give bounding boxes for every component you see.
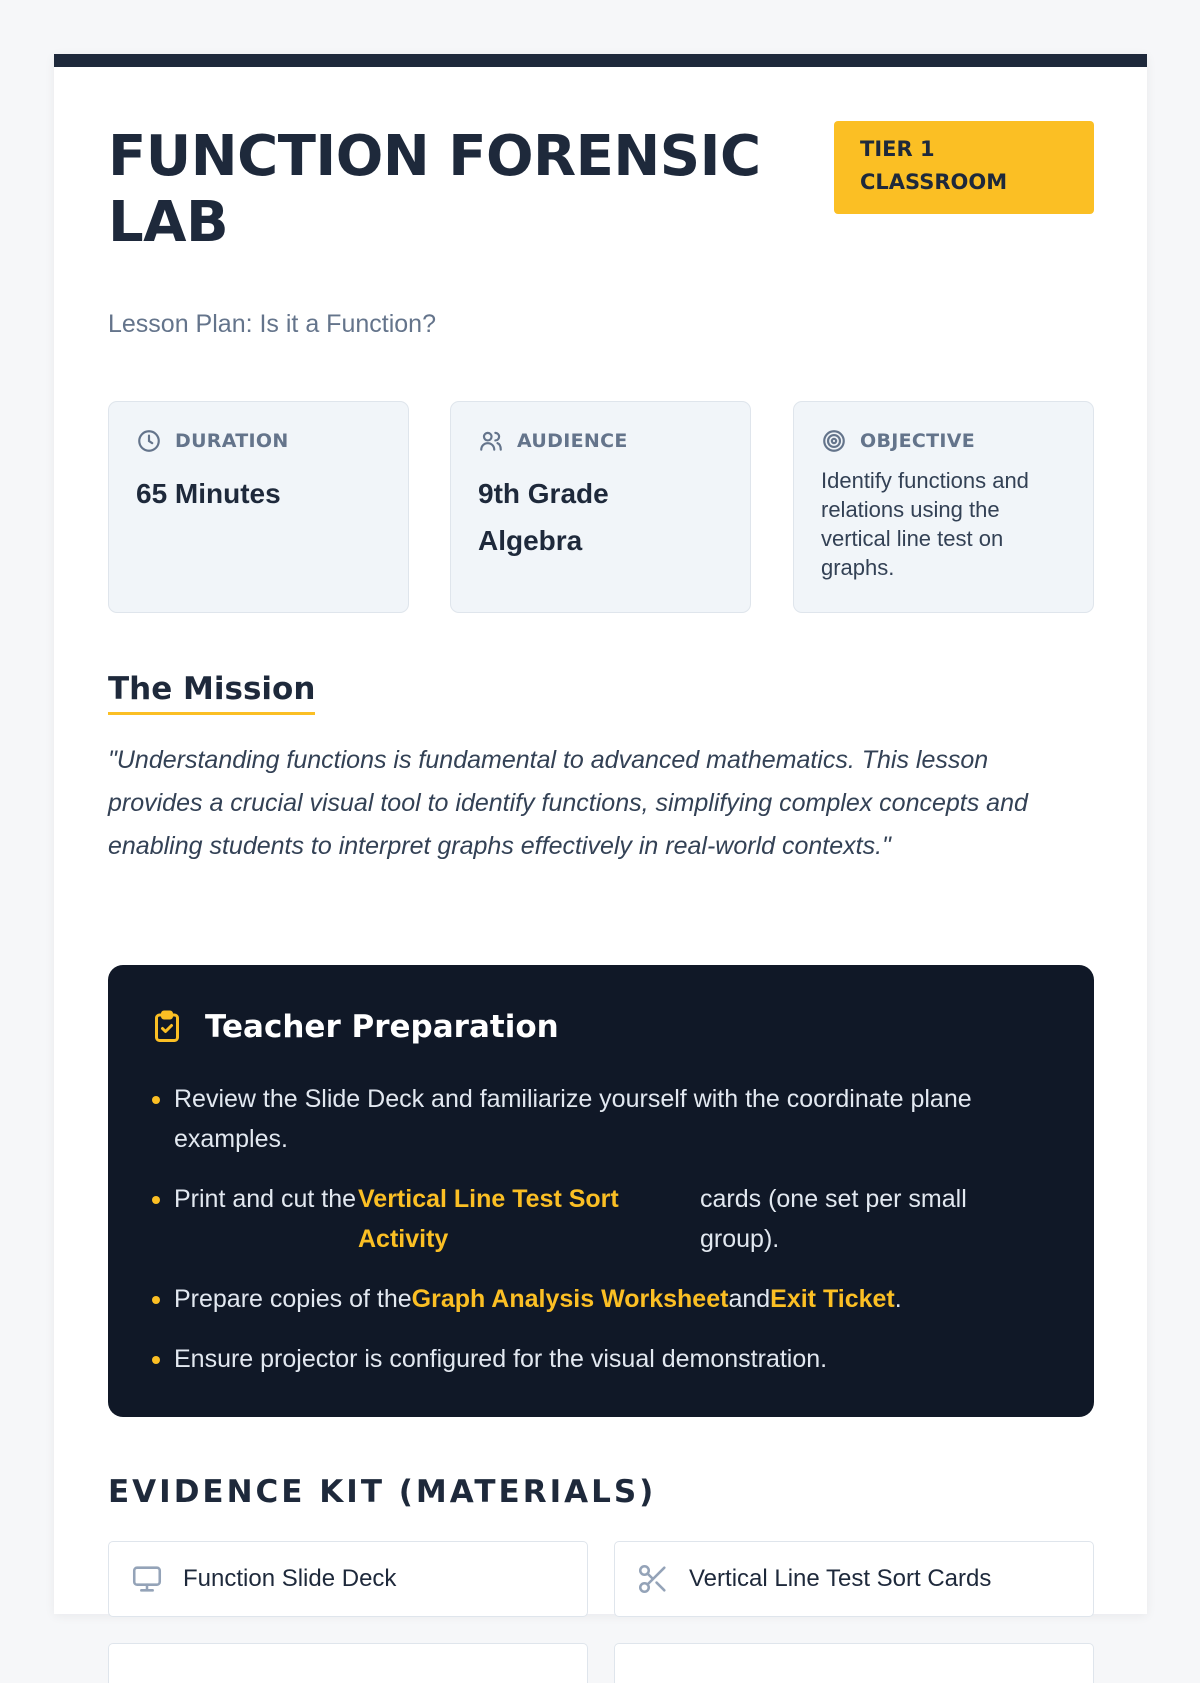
prep-item-2-row <box>174 1179 1053 1259</box>
prep-item <box>149 1339 1053 1379</box>
clock-icon <box>136 428 162 454</box>
page-subtitle: Lesson Plan: Is it a Function? <box>108 310 436 338</box>
prep-item <box>149 1179 1053 1259</box>
audience-card <box>450 401 751 613</box>
duration-label: DURATION <box>175 430 289 452</box>
exit-ticket-link[interactable]: Exit Ticket <box>770 1285 895 1313</box>
prep-header <box>149 1009 1053 1045</box>
duration-card <box>108 401 409 613</box>
sort-activity-link[interactable]: Vertical Line Test Sort Activity <box>358 1185 619 1253</box>
top-accent-bar <box>54 54 1147 67</box>
mission-quote: "Understanding functions is fundamental to advanced mathematics. This lesson provides a crucial visual tool to identify functions, simplifying complex concepts and enabling students to interpret graphs effectively in real-world contexts." <box>108 746 1028 860</box>
objective-value: Identify functions and relations using the vertical line test on graphs. <box>821 468 1029 580</box>
objective-label: OBJECTIVE <box>860 430 976 452</box>
kit-item-partial[interactable] <box>614 1643 1094 1683</box>
prep-item-1-text: Review the Slide Deck and familiarize yourself with the coordinate plane examples. <box>174 1085 972 1153</box>
kit-item-slide-deck[interactable] <box>108 1541 588 1617</box>
prep-item-2-post: cards (one set per small group). <box>700 1185 967 1253</box>
objective-card <box>793 401 1094 613</box>
kit-item-partial[interactable] <box>108 1643 588 1683</box>
prep-item-3-mid: and <box>728 1285 771 1313</box>
audience-value: 9th Grade Algebra <box>478 478 609 556</box>
kit-item-label: Function Slide Deck <box>183 1565 397 1592</box>
objective-label-row <box>821 428 1066 454</box>
prep-list <box>149 1079 1053 1379</box>
page-title: FUNCTION FORENSIC LAB <box>108 124 761 255</box>
audience-label-row <box>478 428 723 454</box>
tier-badge: TIER 1 CLASSROOM <box>834 121 1094 214</box>
lesson-plan-page <box>54 54 1147 1614</box>
teacher-preparation-panel <box>108 965 1094 1417</box>
kit-item-sort-cards[interactable] <box>614 1541 1094 1617</box>
evidence-kit-heading: EVIDENCE KIT (MATERIALS) <box>108 1474 657 1510</box>
prep-item-4-text: Ensure projector is configured for the visual demonstration. <box>174 1345 828 1373</box>
duration-value: 65 Minutes <box>136 478 281 509</box>
prep-item-3-post: . <box>894 1285 902 1313</box>
duration-label-row <box>136 428 381 454</box>
kit-item-label: Vertical Line Test Sort Cards <box>689 1565 992 1592</box>
prep-title: Teacher Preparation <box>205 1009 559 1045</box>
worksheet-link[interactable]: Graph Analysis Worksheet <box>411 1285 729 1313</box>
scissors-icon <box>636 1562 670 1596</box>
prep-item <box>149 1079 1053 1159</box>
users-icon <box>478 428 504 454</box>
audience-label: AUDIENCE <box>517 430 628 452</box>
info-cards <box>108 401 1094 613</box>
prep-item <box>149 1279 1053 1319</box>
clipboard-check-icon <box>149 1009 185 1045</box>
target-icon <box>821 428 847 454</box>
prep-item-2-pre: Print and cut the <box>174 1185 357 1213</box>
mission-heading: The Mission <box>108 671 315 715</box>
monitor-icon <box>130 1562 164 1596</box>
prep-item-3-pre: Prepare copies of the <box>174 1285 412 1313</box>
